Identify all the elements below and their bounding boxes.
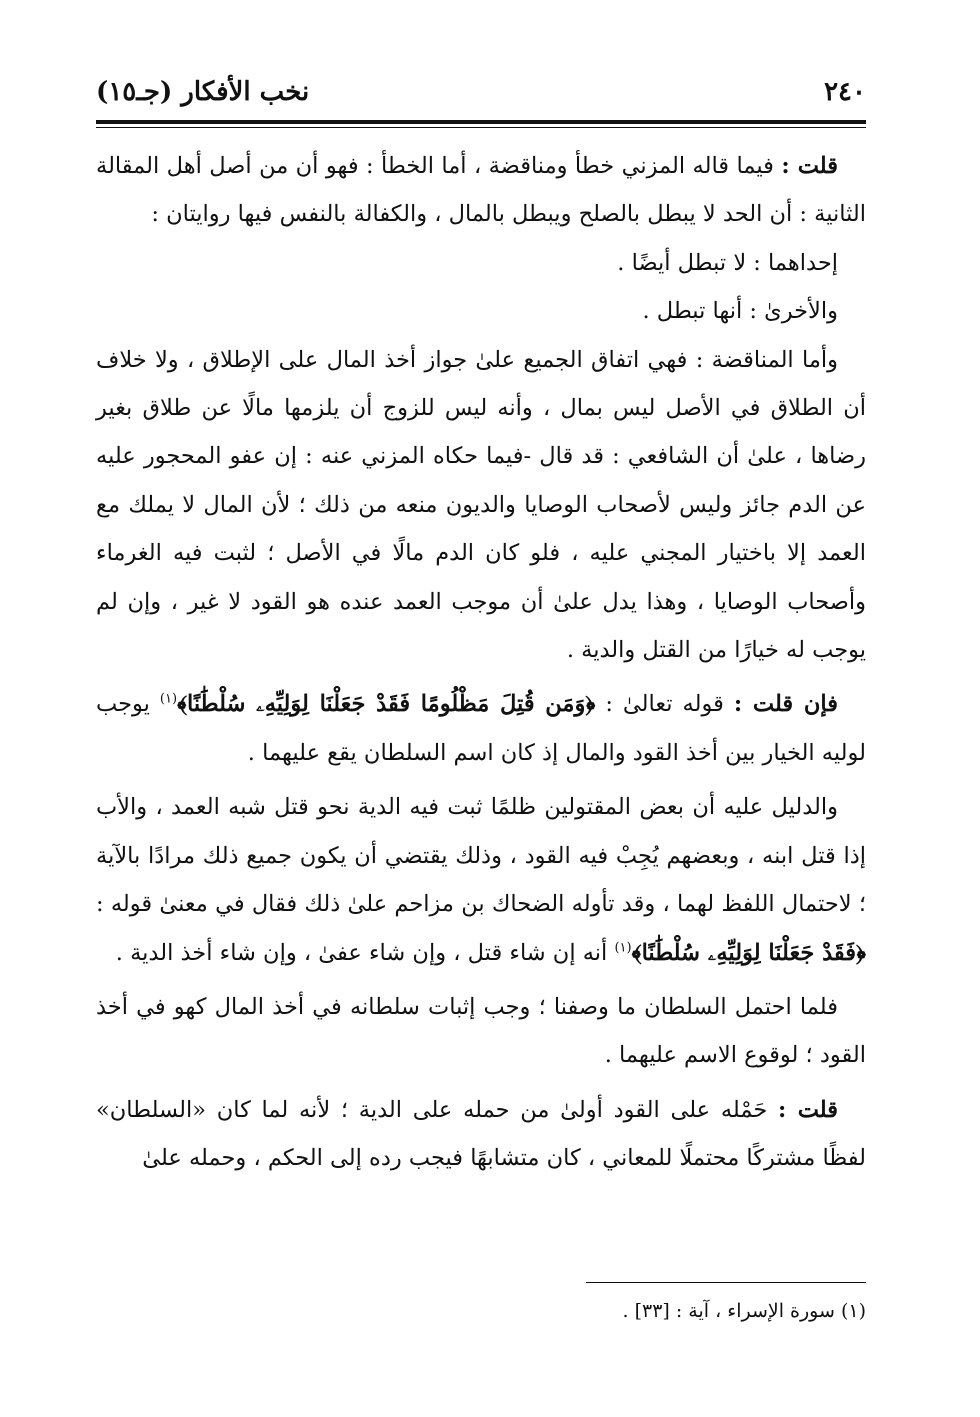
footnote-marker: (١) [614, 940, 632, 955]
paragraph-3 [96, 287, 866, 335]
paragraph-7 [96, 983, 866, 1080]
page-header [96, 70, 866, 114]
header-rule-thick [96, 120, 866, 124]
paragraph-text: حَمْله على القود أولىٰ من حمله على الدية ؛ لأنه لما كان «السلطان» لفظًا مشتركًا محتملًا للمعاني ، كان متشابهًا فيجب رده إلى الحكم ، وحمله علىٰ [96, 1096, 866, 1172]
book-title: نخب الأفكار (جـ١٥) [96, 77, 310, 107]
paragraph-text: والأخرىٰ : أنها تبطل . [642, 298, 838, 325]
main-text [96, 142, 866, 1183]
footnote-marker: (١) [159, 691, 178, 707]
paragraph-text: وأما المناقضة : فهي اتفاق الجميع علىٰ جواز أخذ المال على الإطلاق ، ولا خلاف أن الطلاق في الأصل ليس بمال ، وأنه ليس للزوج أن يلزمها مالًا عن طلاق بغير رضاها ، علىٰ أن الشافعي : قد قال -فيما حكاه المزني عنه : إن عفو المحجور عليه عن الدم جائز وليس لأصحاب الوصايا والديون منعه من ذلك ؛ لأن المال لا يملك مع العمد إلا باختيار المجني عليه ، فلو كان الدم مالًا في الأصل ؛ لثبت فيه الغرماء وأصحاب الوصايا ، وهذا يدل علىٰ أن موجب العمد عنده هو القود لا غير ، وإن لم يوجب له خيارًا من القتل والدية . [96, 346, 866, 664]
header-rule-thin [96, 127, 866, 128]
paragraph-text: أنه إن شاء قتل ، وإن شاء عفىٰ ، وإن شاء أخذ الدية . [115, 939, 608, 966]
footnote-rule [586, 1282, 866, 1283]
paragraph-text: فيما قاله المزني خطأ ومناقضة ، أما الخطأ : فهو أن من أصل أهل المقالة الثانية : أن الحد لا يبطل بالصلح ويبطل بالمال ، والكفالة بالنفس فيها روايتان : [96, 153, 866, 228]
paragraph-6 [96, 783, 866, 977]
paragraph-5 [96, 680, 866, 777]
paragraph-text: فلما احتمل السلطان ما وصفنا ؛ وجب إثبات سلطانه في أخذ المال كهو في أخذ القود ؛ لوقوع الاسم عليهما . [96, 993, 866, 1069]
quran-verse: ﴿وَمَن قُتِلَ مَظْلُومًا فَقَدْ جَعَلْنَا لِوَلِيِّهِۦ سُلْطَٰنًا﴾ [177, 691, 596, 718]
paragraph-text: قوله تعالىٰ : [605, 691, 724, 718]
paragraph-8 [96, 1086, 866, 1183]
quran-verse: ﴿فَقَدْ جَعَلْنَا لِوَلِيِّهِۦ سُلْطَٰنًا﴾ [631, 939, 866, 966]
paragraph-label: قلت : [781, 153, 839, 179]
paragraph-1 [96, 142, 866, 239]
paragraph-text: يوجب لوليه الخيار بين أخذ القود والمال إذ كان اسم السلطان يقع عليهما . [96, 691, 866, 766]
paragraph-4 [96, 336, 866, 675]
footnote: (١) سورة الإسراء ، آية : [٣٣] . [622, 1300, 866, 1322]
paragraph-2 [96, 239, 866, 287]
paragraph-label: فإن قلت : [733, 691, 839, 718]
paragraph-text: إحداهما : لا تبطل أيضًا . [617, 249, 838, 276]
paragraph-text: والدليل عليه أن بعض المقتولين ظلمًا ثبت فيه الدية نحو قتل شبه العمد ، والأب إذا قتل ابنه ، وبعضهم يُجِبْ فيه القود ، وذلك يقتضي أن يكون جميع ذلك مرادًا بالآية ؛ لاحتمال اللفظ لهما ، وقد تأوله الضحاك بن مزاحم علىٰ ذلك فقال في معنىٰ قوله : [96, 794, 866, 918]
paragraph-label: قلت : [777, 1096, 838, 1123]
page-number: ٢٤٠ [824, 77, 866, 107]
